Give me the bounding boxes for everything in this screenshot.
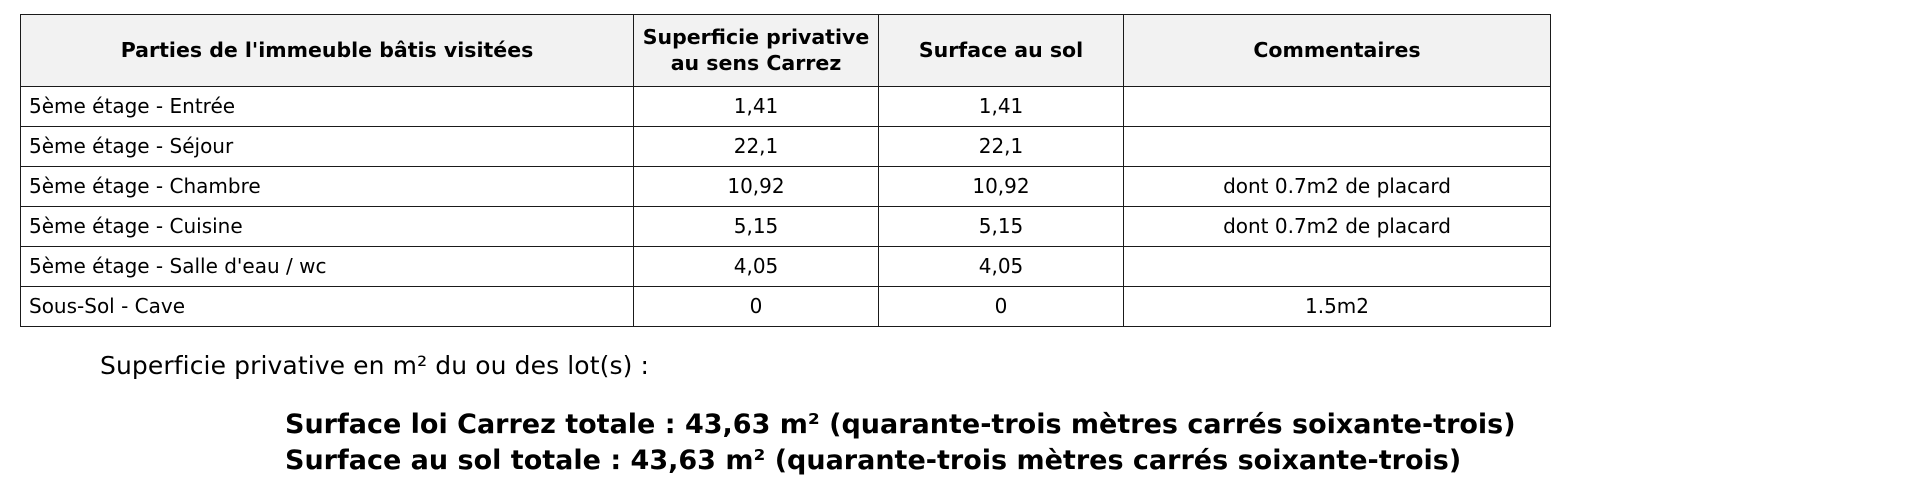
table-header (21, 15, 1551, 87)
table-header-row (21, 15, 1551, 87)
table-row (21, 87, 1551, 127)
cell-partie: 5ème étage - Cuisine (21, 207, 634, 247)
table-body (21, 87, 1551, 327)
cell-commentaire (1124, 87, 1551, 127)
column-header-superficie-carrez: Superficie privative au sens Carrez (634, 15, 879, 87)
cell-partie: 5ème étage - Chambre (21, 167, 634, 207)
cell-sol: 10,92 (879, 167, 1124, 207)
cell-carrez: 4,05 (634, 247, 879, 287)
column-header-commentaires: Commentaires (1124, 15, 1551, 87)
cell-commentaire: 1.5m2 (1124, 287, 1551, 327)
total-carrez-line: Surface loi Carrez totale : 43,63 m² (quarante-trois mètres carrés soixante-trois) (285, 409, 1516, 441)
cell-sol: 5,15 (879, 207, 1124, 247)
cell-carrez: 0 (634, 287, 879, 327)
cell-commentaire: dont 0.7m2 de placard (1124, 167, 1551, 207)
cell-partie: 5ème étage - Entrée (21, 87, 634, 127)
table-row (21, 167, 1551, 207)
table-row (21, 207, 1551, 247)
table-row (21, 127, 1551, 167)
cell-commentaire: dont 0.7m2 de placard (1124, 207, 1551, 247)
cell-sol: 1,41 (879, 87, 1124, 127)
surface-table (20, 14, 1551, 327)
totals-block (20, 407, 1900, 478)
cell-partie: 5ème étage - Salle d'eau / wc (21, 247, 634, 287)
table-row (21, 247, 1551, 287)
cell-sol: 0 (879, 287, 1124, 327)
table-row (21, 287, 1551, 327)
cell-carrez: 10,92 (634, 167, 879, 207)
column-header-surface-au-sol: Surface au sol (879, 15, 1124, 87)
cell-partie: Sous-Sol - Cave (21, 287, 634, 327)
total-sol-line: Surface au sol totale : 43,63 m² (quarante-trois mètres carrés soixante-trois) (285, 444, 1462, 476)
cell-carrez: 22,1 (634, 127, 879, 167)
cell-commentaire (1124, 247, 1551, 287)
column-header-parties: Parties de l'immeuble bâtis visitées (21, 15, 634, 87)
cell-partie: 5ème étage - Séjour (21, 127, 634, 167)
cell-carrez: 5,15 (634, 207, 879, 247)
superficie-subtitle: Superficie privative en m² du ou des lot(s) : (100, 351, 649, 381)
cell-sol: 4,05 (879, 247, 1124, 287)
cell-commentaire (1124, 127, 1551, 167)
cell-sol: 22,1 (879, 127, 1124, 167)
cell-carrez: 1,41 (634, 87, 879, 127)
